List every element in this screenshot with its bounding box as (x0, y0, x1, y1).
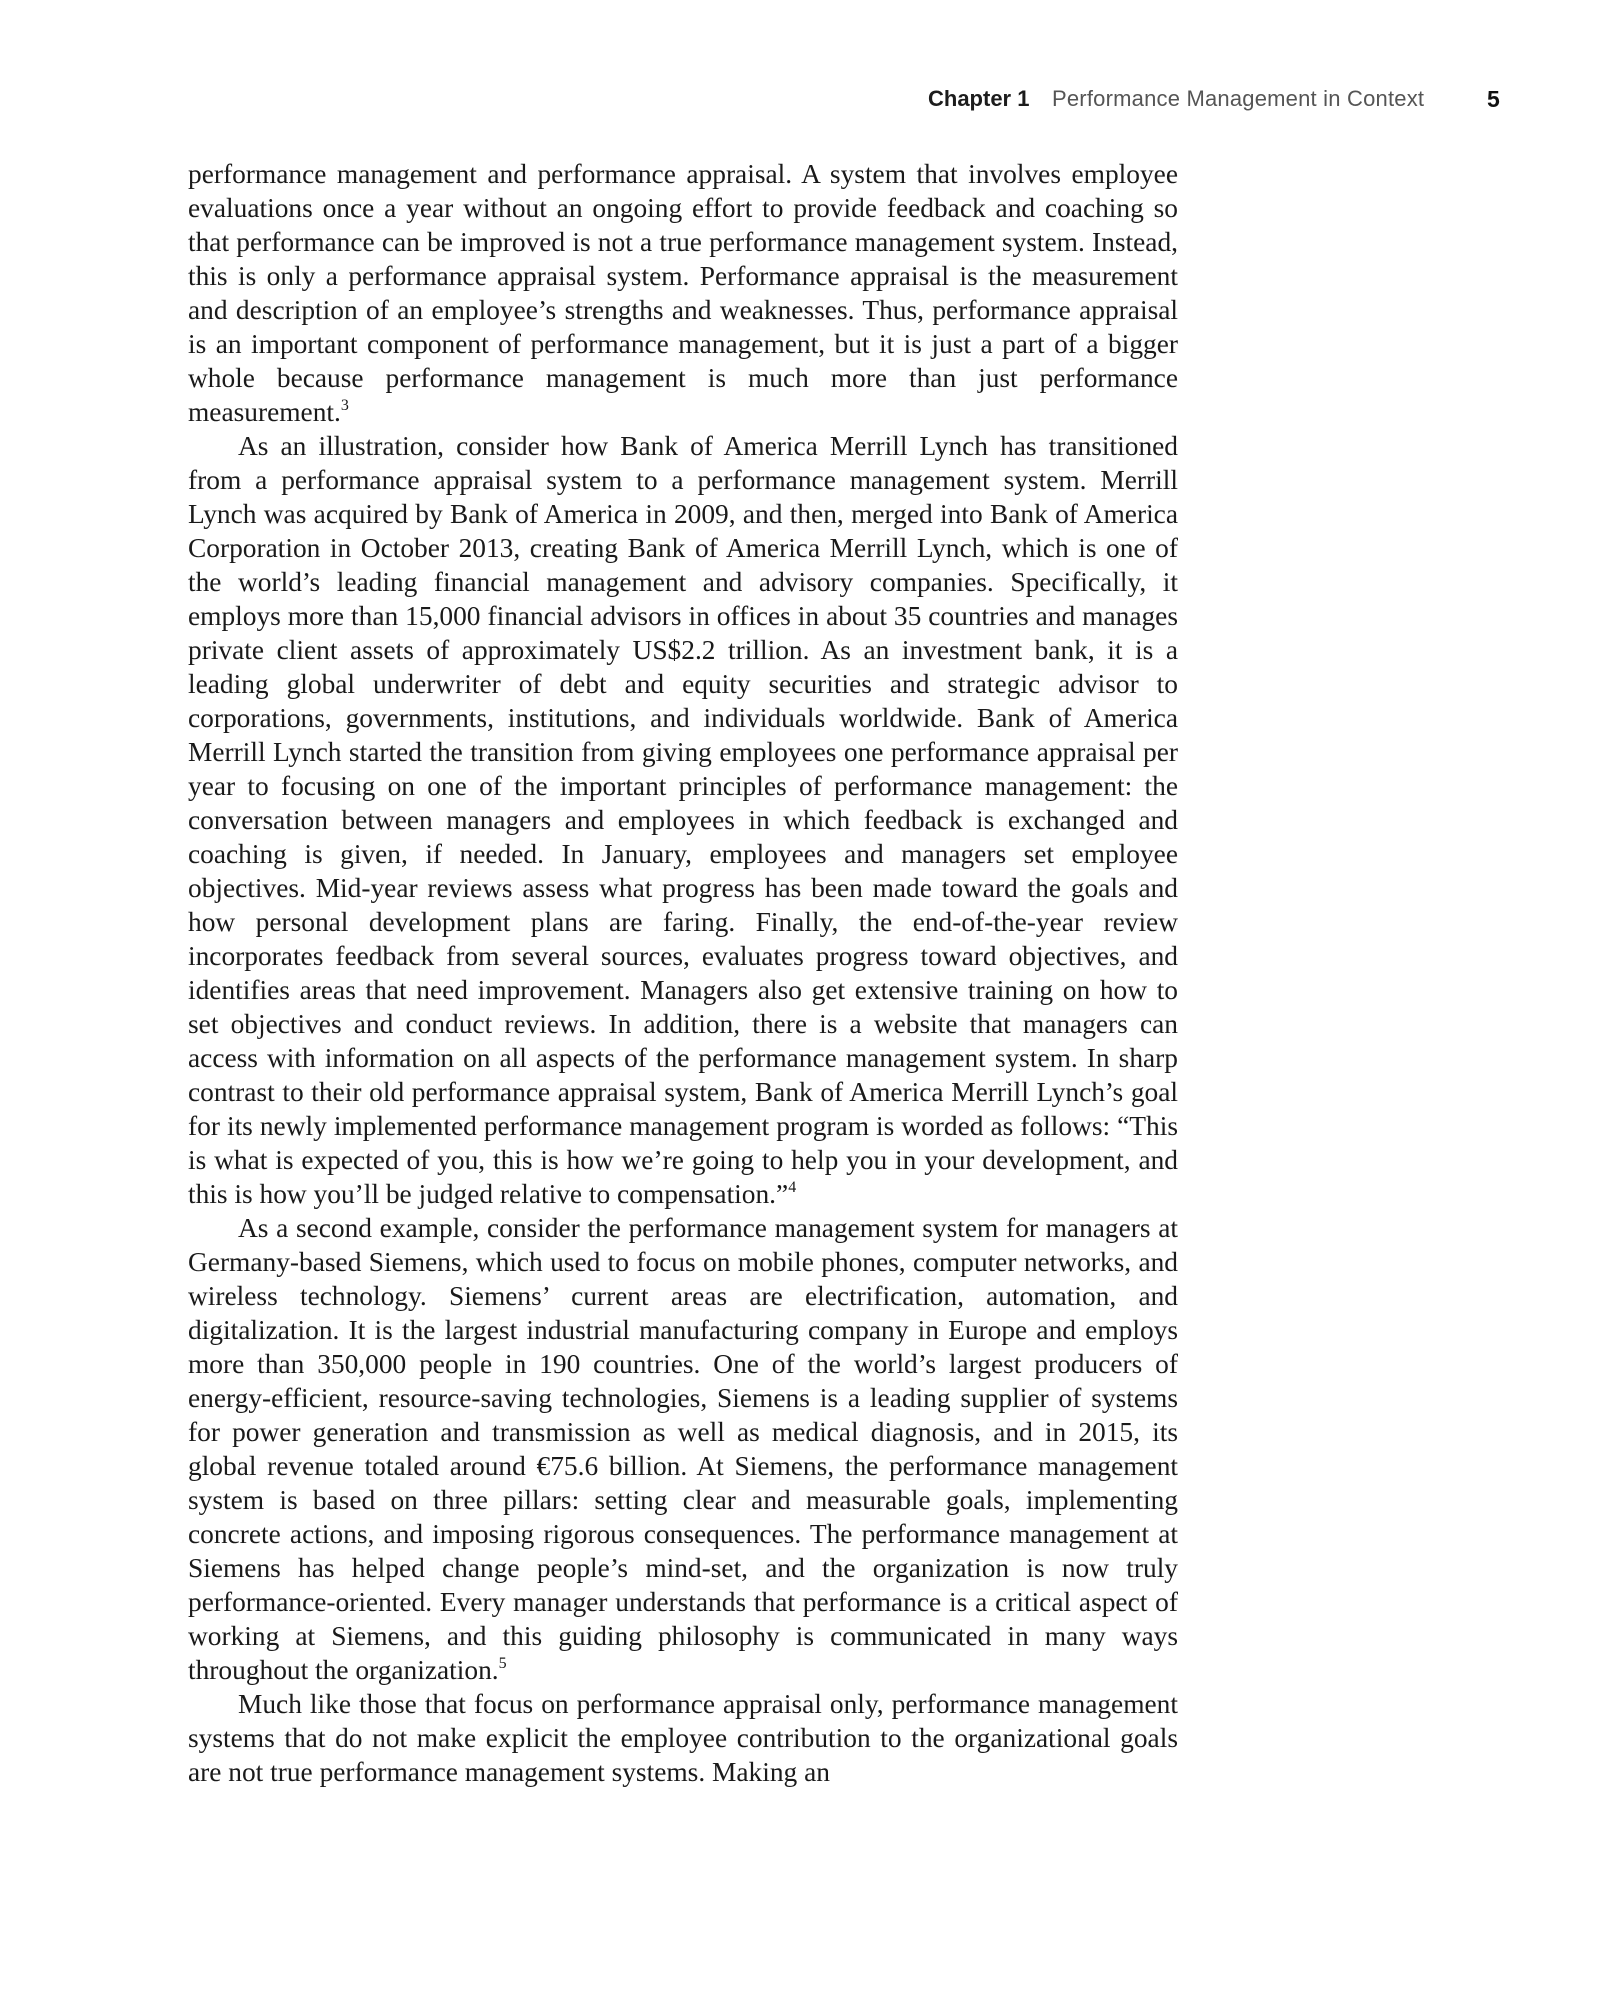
endnote-ref: 4 (788, 1179, 797, 1196)
endnote-ref: 5 (498, 1655, 507, 1672)
body-text (188, 157, 1178, 1789)
chapter-label: Chapter 1 (928, 86, 1030, 111)
paragraph-text: As a second example, consider the performance management system for managers at Germany-based Siemens, which used to focus on mobile phones, computer networks, and wireless technology. Siemens’ current areas are electrification, automation, and digitalization. It is the largest industrial manufacturing company in Europe and employs more than 350,000 people in 190 countries. One of the world’s largest producers of energy-efficient, resource-saving technologies, Siemens is a leading supplier of systems for power generation and transmission as well as medical diagnosis, and in 2015, its global revenue totaled around €75.6 billion. At Siemens, the performance management system is based on three pillars: setting clear and measurable goals, implementing concrete actions, and imposing rigorous consequences. The performance management at Siemens has helped change people’s mind-set, and the organization is now truly performance-oriented. Every manager understands that performance is a critical aspect of working at Siemens, and this guiding philosophy is communicated in many ways throughout the organization. (188, 1213, 1178, 1685)
paragraph-siemens (188, 1211, 1178, 1687)
paragraph-continued (188, 157, 1178, 429)
chapter-title: Performance Management in Context (1052, 86, 1425, 111)
page-number: 5 (1487, 86, 1500, 112)
paragraph-text: Much like those that focus on performance appraisal only, performance management systems that do not make explicit the employee contribution to the organizational goals are not true performance management systems. Making an (188, 1689, 1178, 1787)
paragraph-merrill-lynch (188, 429, 1178, 1211)
paragraph-closing (188, 1687, 1178, 1789)
running-head (760, 86, 1500, 118)
paragraph-text: performance management and performance appraisal. A system that involves employee evaluations once a year without an ongoing effort to provide feedback and coaching so that performance can be improved is not a true performance management system. Instead, this is only a performance appraisal system. Performance appraisal is the measurement and description of an employee’s strengths and weaknesses. Thus, performance appraisal is an important component of performance management, but it is just a part of a bigger whole because performance management is much more than just performance measurement. (188, 159, 1178, 427)
endnote-ref: 3 (340, 397, 349, 414)
paragraph-text: As an illustration, consider how Bank of America Merrill Lynch has transitioned from a performance appraisal system to a performance management system. Merrill Lynch was acquired by Bank of America in 2009, and then, merged into Bank of America Corporation in October 2013, creating Bank of America Merrill Lynch, which is one of the world’s leading financial management and advisory companies. Specifically, it employs more than 15,000 financial advisors in offices in about 35 countries and manages private client assets of approximately US$2.2 trillion. As an investment bank, it is a leading global underwriter of debt and equity securities and strategic advisor to corporations, governments, institutions, and individuals worldwide. Bank of America Merrill Lynch started the transition from giving employees one performance appraisal per year to focusing on one of the important principles of performance management: the conversation between managers and employees in which feedback is exchanged and coaching is given, if needed. In January, employees and managers set employee objectives. Mid-year reviews assess what progress has been made toward the goals and how personal development plans are faring. Finally, the end-of-the-year review incorporates feedback from several sources, evaluates progress toward objectives, and identifies areas that need improvement. Managers also get extensive training on how to set objectives and conduct reviews. In addition, there is a website that managers can access with information on all aspects of the performance management system. In sharp contrast to their old performance appraisal system, Bank of America Merrill Lynch’s goal for its newly implemented performance management program is worded as follows: “This is what is expected of you, this is how we’re going to help you in your development, and this is how you’ll be judged relative to compensation.” (188, 431, 1178, 1209)
